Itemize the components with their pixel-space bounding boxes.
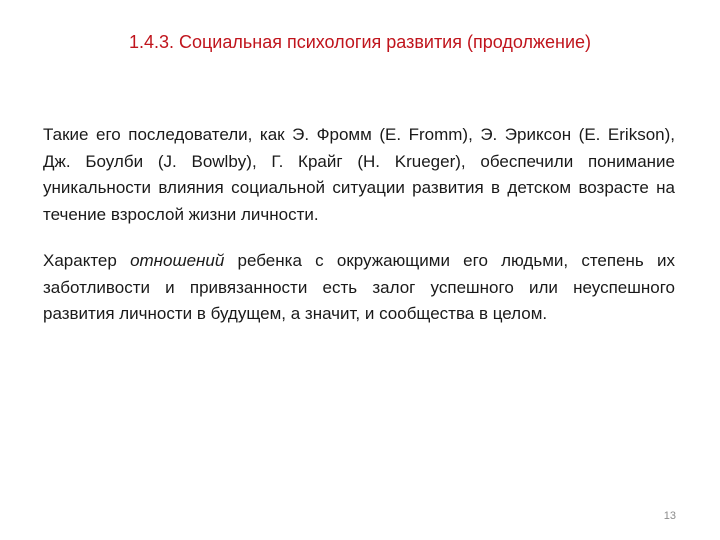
- emphasized-word: отношений: [130, 251, 225, 270]
- paragraph-relationships-start: Характер: [43, 251, 131, 270]
- paragraph-relationships: [43, 248, 675, 328]
- slide-title: 1.4.3. Социальная психология развития (продолжение): [128, 32, 592, 52]
- slide-body: [43, 122, 675, 328]
- paragraph-followers: Такие его последователи, как Э. Фромм (E. Fromm), Э. Эриксон (E. Erikson), Дж. Боулби (J. Bowlby), Г. Крайг (H. Krueger), обеспечили понимание уникальности влияния социальной ситуации развития в детском возрасте на течение взрослой жизни личности.: [43, 125, 675, 224]
- paragraph-relationships-end: ребенка с окружающими его людьми, степень их заботливости и привязанности есть залог успешного или неуспешного развития личности в будущем, а значит, и сообщества в целом.: [43, 251, 675, 323]
- page-number: 13: [663, 510, 676, 522]
